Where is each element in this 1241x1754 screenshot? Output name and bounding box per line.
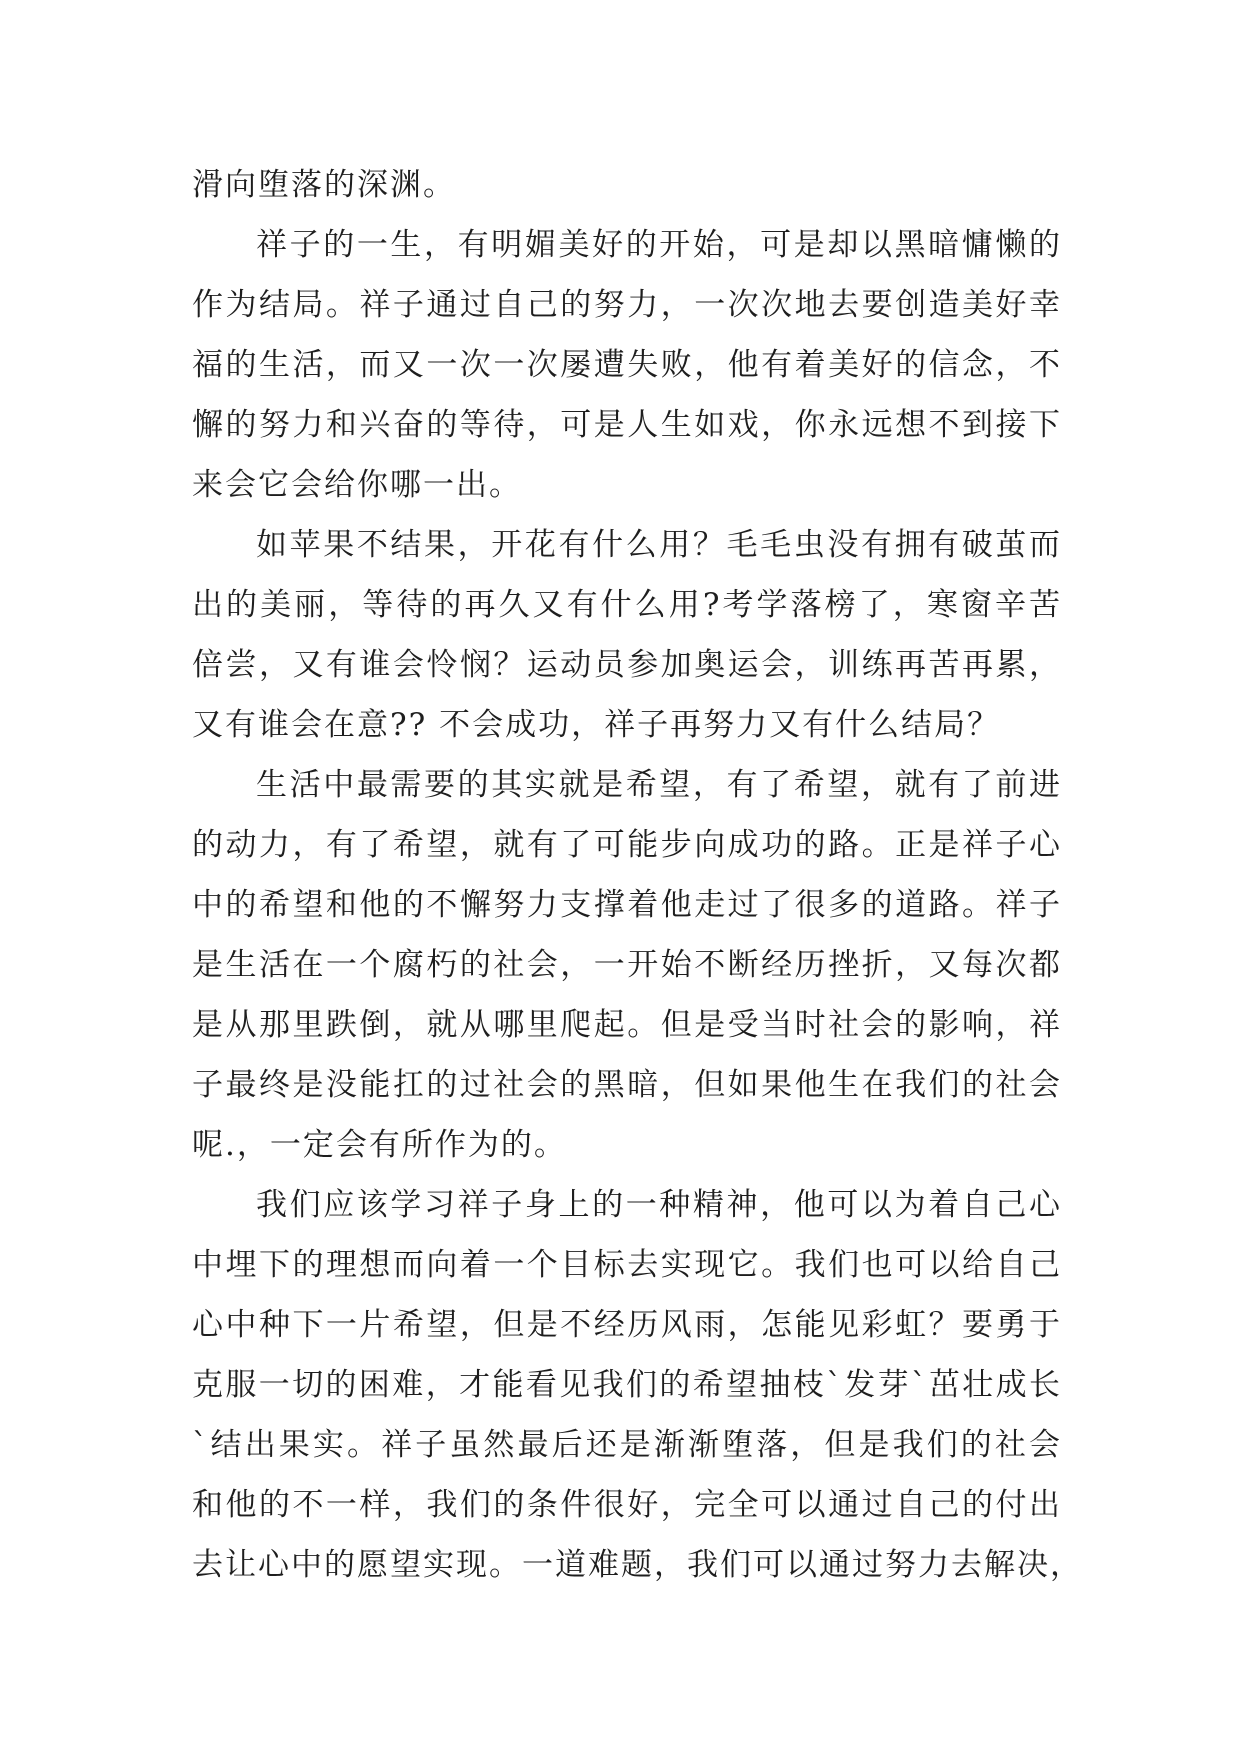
text-line: 是生活在一个腐朽的社会，一开始不断经历挫折，又每次都 [192,947,1062,983]
text-line: 生活中最需要的其实就是希望，有了希望，就有了前进 [256,767,1062,803]
text-line: 克服一切的困难，才能看见我们的希望抽枝`发芽`茁壮成长 [192,1367,1062,1403]
text-line: 如苹果不结果，开花有什么用？毛毛虫没有拥有破茧而 [256,527,1062,563]
text-line: 福的生活，而又一次一次屡遭失败，他有着美好的信念，不 [192,347,1062,383]
text-line: 呢.，一定会有所作为的。 [192,1127,567,1163]
text-line: 去让心中的愿望实现。一道难题，我们可以通过努力去解决， [192,1547,1083,1583]
text-line: 又有谁会在意?? 不会成功，祥子再努力又有什么结局？ [192,707,1001,743]
paragraph-2 [192,215,1062,515]
text-line: 是从那里跌倒，就从哪里爬起。但是受当时社会的影响，祥 [192,1007,1062,1043]
text-line: 滑向堕落的深渊。 [192,167,456,203]
document-body [192,155,1083,1595]
paragraph-5 [192,1175,1083,1595]
text-line: 中埋下的理想而向着一个目标去实现它。我们也可以给自己 [192,1247,1062,1283]
text-line: 我们应该学习祥子身上的一种精神，他可以为着自己心 [256,1187,1062,1223]
text-line: 心中种下一片希望，但是不经历风雨，怎能见彩虹？要勇于 [192,1307,1062,1343]
paragraph-1 [192,155,1062,215]
text-line: 的动力，有了希望，就有了可能步向成功的路。正是祥子心 [192,827,1062,863]
text-line: `结出果实。祥子虽然最后还是渐渐堕落，但是我们的社会 [192,1427,1062,1463]
text-line: 和他的不一样，我们的条件很好，完全可以通过自己的付出 [192,1487,1062,1523]
text-line: 懈的努力和兴奋的等待，可是人生如戏，你永远想不到接下 [192,407,1062,443]
paragraph-3 [192,515,1062,755]
text-line: 出的美丽，等待的再久又有什么用?考学落榜了，寒窗辛苦 [192,587,1062,623]
text-line: 中的希望和他的不懈努力支撑着他走过了很多的道路。祥子 [192,887,1062,923]
text-line: 祥子的一生，有明媚美好的开始，可是却以黑暗慵懒的 [256,227,1062,263]
text-line: 来会它会给你哪一出。 [192,467,522,503]
paragraph-4 [192,755,1062,1175]
text-line: 倍尝，又有谁会怜悯？运动员参加奥运会，训练再苦再累， [192,647,1062,683]
text-line: 作为结局。祥子通过自己的努力，一次次地去要创造美好幸 [192,287,1062,323]
text-line: 子最终是没能扛的过社会的黑暗，但如果他生在我们的社会 [192,1067,1062,1103]
